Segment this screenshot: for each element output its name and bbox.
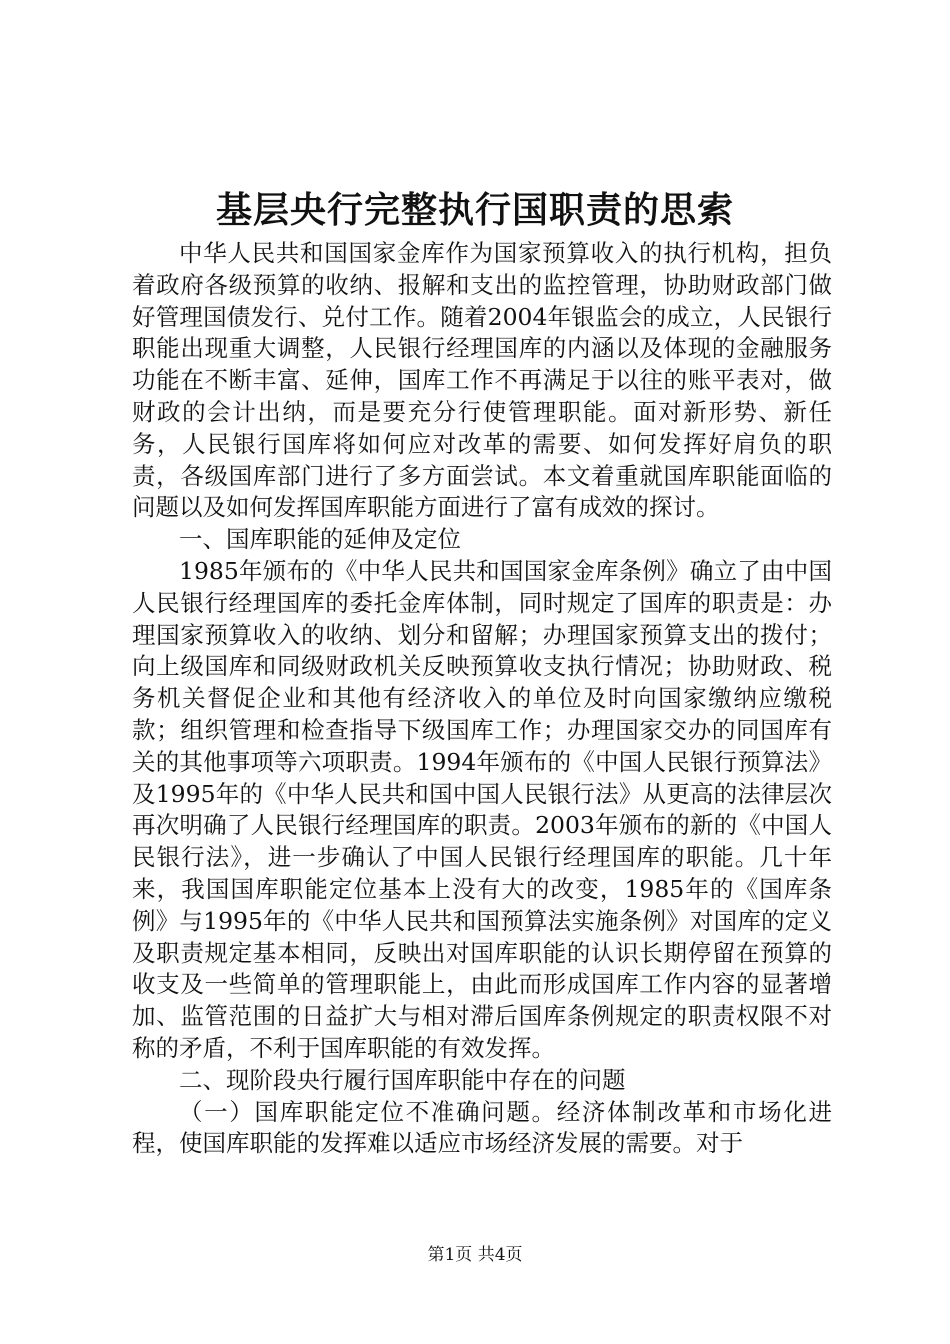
- document-title: 基层央行完整执行国职责的思索: [215, 189, 734, 231]
- intro-paragraph: 中华人民共和国国家金库作为国家预算收入的执行机构，担负着政府各级预算的收纳、报解和支出的监控管理，协助财政部门做好管理国债发行、兑付工作。随着2004年银监会的成立，人民银行职能出现重大调整，人民银行经理国库的内涵以及体现的金融服务功能在不断丰富、延伸，国库工作不再满足于以往的账平表对，做财政的会计出纳，而是要充分行使管理职能。面对新形势、新任务，人民银行国库将如何应对改革的需要、如何发挥好肩负的职责，各级国库部门进行了多方面尝试。本文着重就国库职能面临的问题以及如何发挥国库职能方面进行了富有成效的探讨。: [132, 239, 832, 522]
- subsection-1-paragraph: （一）国库职能定位不准确问题。经济体制改革和市场化进程，使国库职能的发挥难以适应市场经济发展的需要。对于: [132, 1097, 832, 1158]
- section-heading-2: 二、现阶段央行履行国库职能中存在的问题: [179, 1065, 626, 1094]
- section-1-paragraph: 1985年颁布的《中华人民共和国国家金库条例》确立了由中国人民银行经理国库的委托金库体制，同时规定了国库的职责是：办理国家预算收入的收纳、划分和留解；办理国家预算支出的拨付；向上级国库和同级财政机关反映预算收支执行情况；协助财政、税务机关督促企业和其他有经济收入的单位及时向国家缴纳应缴税款；组织管理和检查指导下级国库工作；办理国家交办的同国库有关的其他事项等六项职责。1994年颁布的《中国人民银行预算法》及1995年的《中华人民共和国中国人民银行法》从更高的法律层次再次明确了人民银行经理国库的职责。2003年颁布的新的《中国人民银行法》，进一步确认了中国人民银行经理国库的职能。几十年来，我国国库职能定位基本上没有大的改变，1985年的《国库条例》与1995年的《中华人民共和国预算法实施条例》对国库的定义及职责规定基本相同，反映出对国库职能的认识长期停留在预算的收支及一些简单的管理职能上，由此而形成国库工作内容的显著增加、监管范围的日益扩大与相对滞后国库条例规定的职责权限不对称的矛盾，不利于国库职能的有效发挥。: [132, 556, 832, 1062]
- page-footer: 第1页 共4页: [427, 1245, 523, 1265]
- section-heading-1: 一、国库职能的延伸及定位: [179, 525, 461, 554]
- document-body: [132, 238, 832, 1160]
